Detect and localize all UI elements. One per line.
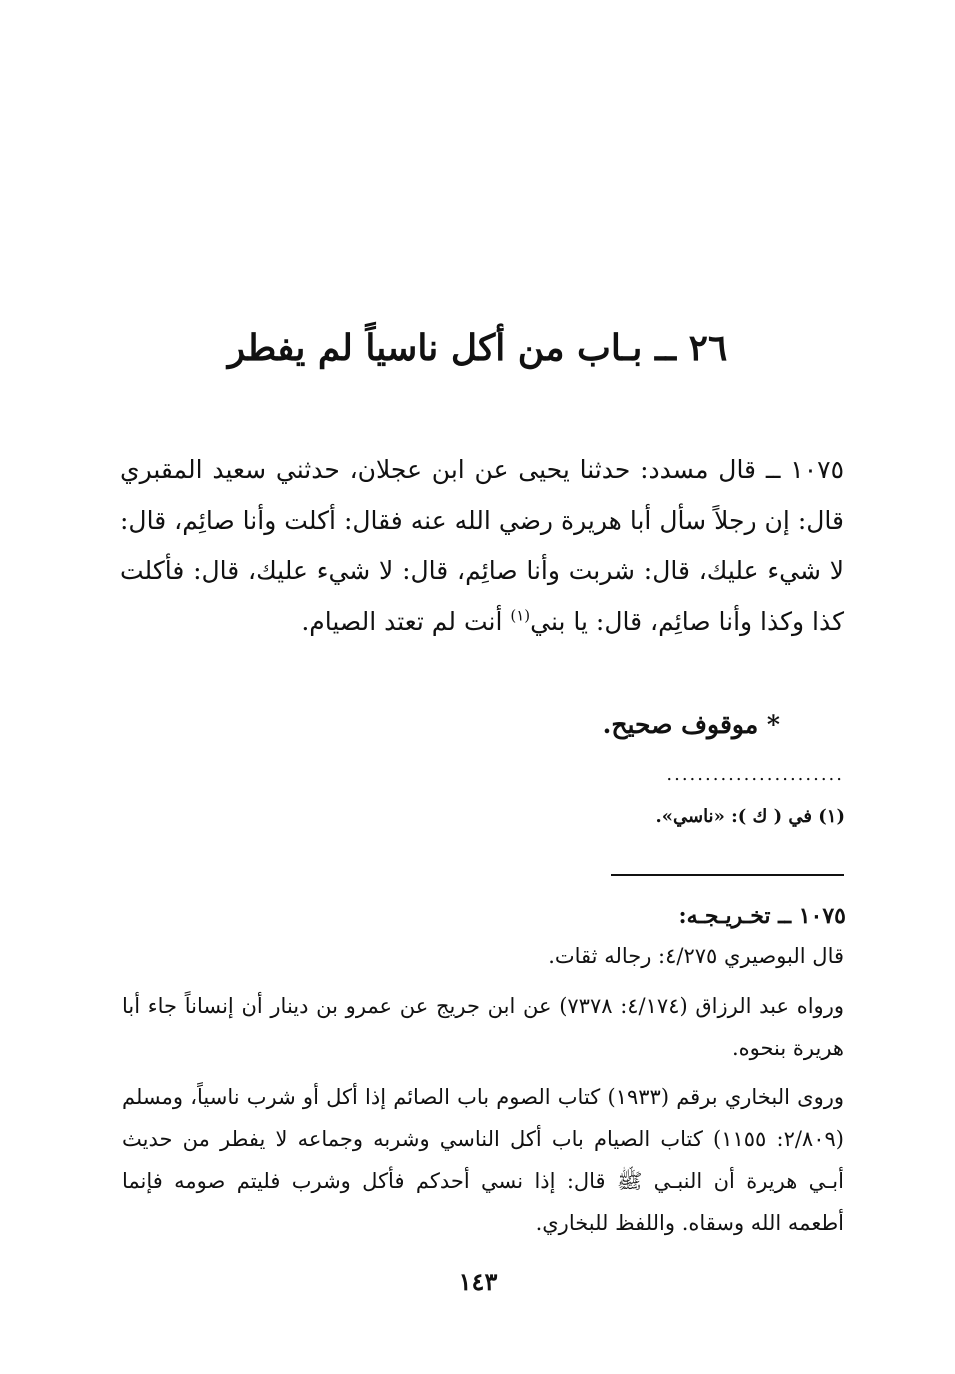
takhrij-paragraph: قال البوصيري ٤/٢٧٥: رجاله ثقات. bbox=[548, 944, 844, 968]
page-number: ١٤٣ bbox=[458, 1267, 498, 1296]
takhrij-heading: ١٠٧٥ ــ تخـريـجـه: bbox=[678, 903, 846, 929]
takhrij-body bbox=[122, 936, 844, 1245]
chapter-title: ٢٦ ــ بـاب من أكل ناسياً لم يفطر bbox=[227, 327, 728, 369]
hadith-body: ١٠٧٥ ــ قال مسدد: حدثنا يحيى عن ابن عجلان، حدثني سعيد المقبري قال: إن رجلاً سأل أبا هريرة رضي الله عنه فقال: أكلت وأنا صائِم، قال: لا شيء عليك، قال: شربت وأنا صائِم، قال: لا شيء عليك، قال: فأكلت كذا وكذا وأنا صائِم، قال: يا بني bbox=[120, 455, 844, 636]
hadith-ending: أنت لم تعتد الصيام. bbox=[301, 606, 511, 636]
verdict: * موقوف صحيح. bbox=[602, 710, 780, 739]
footnote: (١) في ( ك ): «ناسي». bbox=[655, 806, 845, 827]
section-divider bbox=[611, 874, 844, 876]
takhrij-paragraph: ورواه عبد الرزاق (٤/١٧٤: ٧٣٧٨) عن ابن جريج عن عمرو بن دينار أن إنساناً جاء أبا هريرة بنحوه. bbox=[122, 993, 844, 1060]
footnote-ref: (١) bbox=[510, 606, 531, 625]
footnote-separator: ....................... bbox=[666, 764, 844, 785]
hadith-text bbox=[120, 445, 844, 647]
takhrij-paragraph: وروى البخاري برقم (١٩٣٣) كتاب الصوم باب الصائم إذا أكل أو شرب ناسياً، ومسلم (٢/٨٠٩: ١١٥٥) كتاب الصيام باب أكل الناسي وشربه وجماعه لا يفطر من حديث أبـي هريرة أن النبـي ﷺ قال: إذا نسي أحدكم فأكل وشرب فليتم صومه فإنما أطعمه الله وسقاه. واللفظ للبخاري. bbox=[122, 1085, 844, 1235]
